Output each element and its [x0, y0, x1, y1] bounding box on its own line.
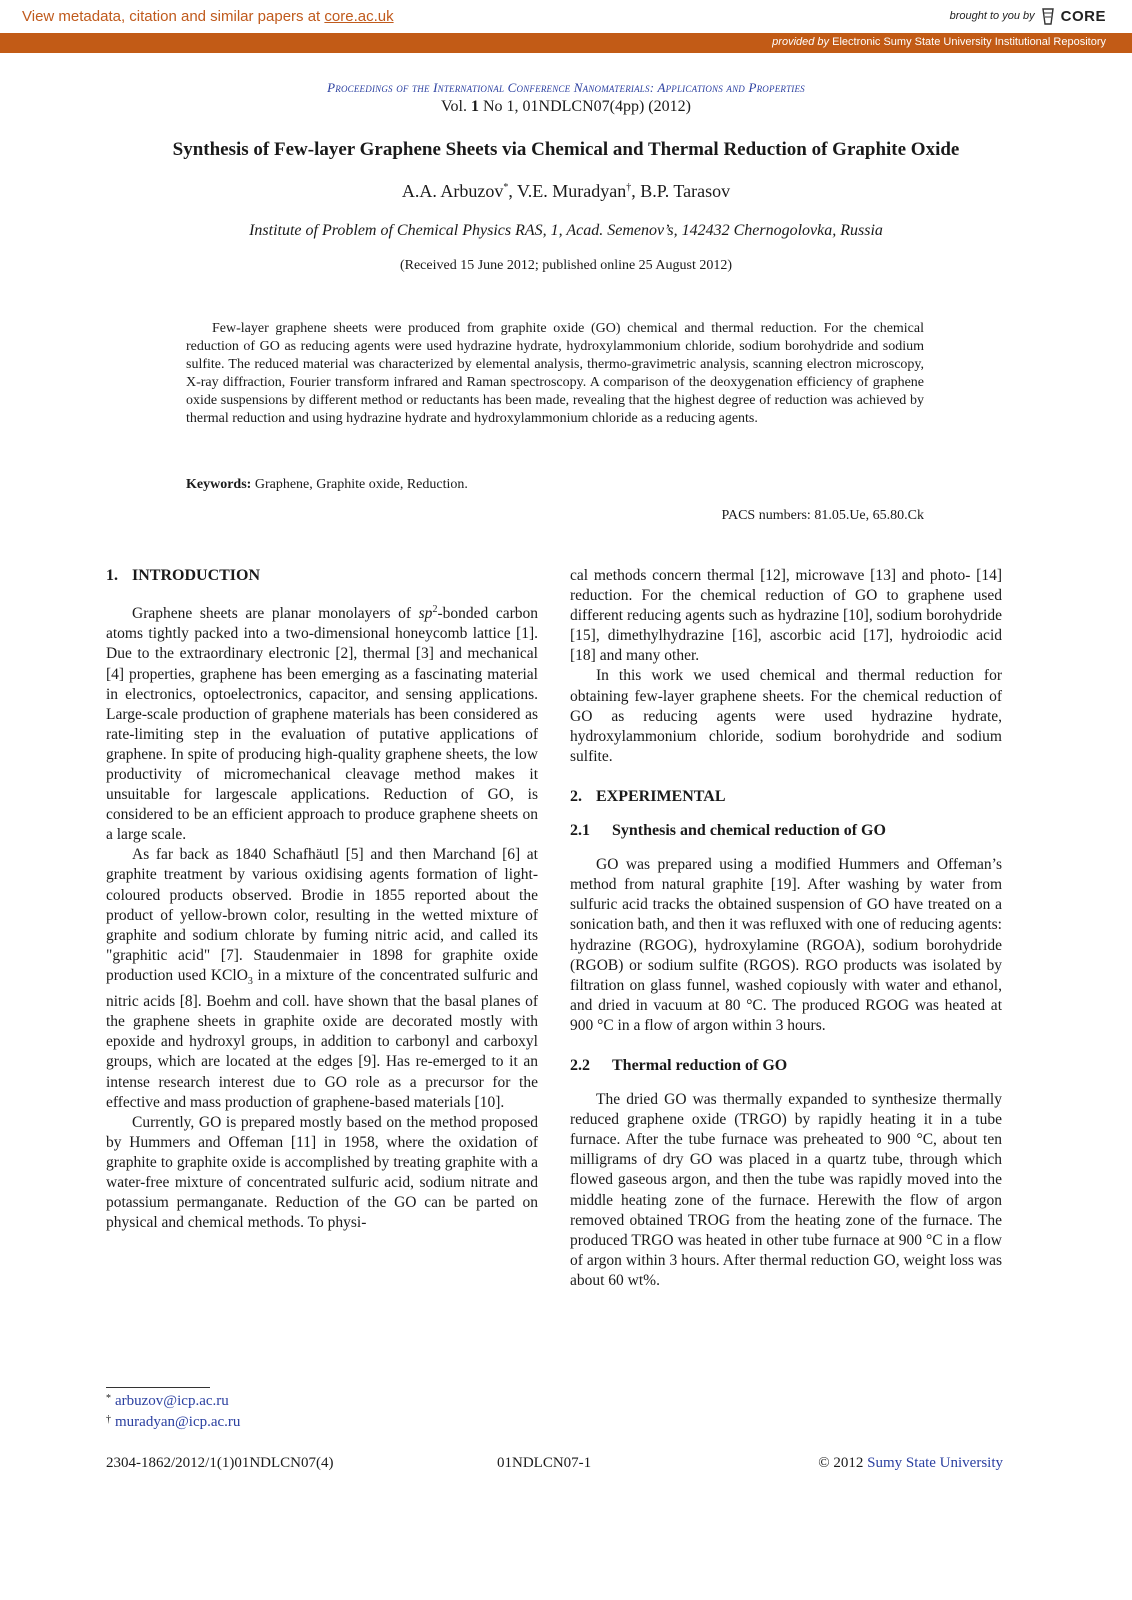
- footnote-1: [106, 1393, 229, 1410]
- intro-paragraph-1: [106, 600, 538, 845]
- keywords: [186, 477, 468, 493]
- authors: A.A. Arbuzov*, V.E. Muradyan†, B.P. Tarasov: [401, 181, 731, 201]
- sp-superscript: 2: [432, 604, 438, 616]
- affiliation: Institute of Problem of Chemical Physics RAS, 1, Acad. Semenov’s, 142432 Chernogolovka, Russia: [249, 222, 883, 239]
- subsection-number: 2.1: [570, 822, 590, 840]
- section-number: 2.: [570, 787, 582, 805]
- intro-paragraph-3-cont: cal methods concern thermal [12], microwave [13] and photo- [14] reduction. For the chemical reduction of GO to graphene used different reducing agents such as hydrazine [10], sodium borohydride [15], dimethylhydrazine [16], ascorbic acid [17], hydroiodic acid [18] and many other.: [570, 567, 1002, 665]
- intro-paragraph-2: [106, 845, 538, 1112]
- keywords-text: Graphene, Graphite oxide, Reduction.: [254, 477, 468, 492]
- core-metadata-link[interactable]: [22, 8, 394, 25]
- vol-number: 1: [470, 98, 479, 115]
- intro-paragraph-4: In this work we used chemical and thermal reduction for obtaining few-layer graphene sheets. For the chemical reduction of GO as reducing agents were used hydrazine hydrate, hydroxylammonium chloride, sodium borohydride and sodium sulfite.: [570, 667, 1002, 765]
- core-logo-text: CORE: [1060, 7, 1106, 25]
- sp-italic: sp: [418, 605, 433, 623]
- author-1-mark: *: [503, 182, 509, 193]
- copyright-prefix: © 2012: [818, 1455, 864, 1471]
- intro-p1-b: -bonded carbon atoms tightly packed into a two-dimensional honeycomb lattice [1]. Due to the extraordinary electronic [2], thermal [3] and mechanical [4] properties, graphene has been emerging as a fascinating material in electronics, optoelectronics, capacitor, and sensing applications. Large-scale production of graphene materials has been considered as rate-limiting step in the evaluation of putative applications of graphene. In spite of producing high-quality graphene sheets, the low productivity of micromechanical cleavage method makes it unsuitable for largescale applications. Reduction of GO, is considered to be an efficient approach to produce graphene sheets on a large scale.: [106, 605, 539, 844]
- paper-title: Synthesis of Few-layer Graphene Sheets via Chemical and Thermal Reduction of Graphite Oxide: [172, 139, 960, 160]
- author-1: A.A. Arbuzov: [401, 181, 504, 201]
- core-provider-name: Electronic Sumy State University Institutional Repository: [832, 36, 1106, 48]
- university-link[interactable]: Sumy State University: [867, 1455, 1003, 1471]
- core-link-prefix: View metadata, citation and similar papers at: [22, 8, 325, 25]
- core-provider-bar: [0, 33, 1132, 53]
- section-title: INTRODUCTION: [132, 567, 261, 584]
- abstract: Few-layer graphene sheets were produced from graphite oxide (GO) chemical and thermal reduction. For the chemical reduction of GO as reducing agents were used hydrazine hydrate, hydroxylammonium chloride, sodium borohydride and sodium sulfite. The reduced material was characterized by elemental analysis, thermo-gravimetric analysis, scanning electron microscopy, X-ray diffraction, Fourier transform infrared and Raman spectroscopy. A comparison of the deoxygenation efficiency of graphene oxide suspensions by different method or reductants has been made, revealing that the highest degree of reduction was achieved by thermal reduction and using hydrazine hydrate and hydroxylammonium chloride as a reducing agents.: [186, 321, 924, 426]
- core-banner: [0, 0, 1132, 33]
- intro-p2-a: As far back as 1840 Schafhäutl [5] and then Marchand [6] at graphite treatment by various oxidising agents formation of light-coloured products observed. Brodie in 1855 reported about the product of yellow-brown color, resulting in the wetted mixture of graphite and sodium chlorate by fuming nitric acid, and called its "graphitic acid" [7]. Staudenmaier in 1898 for graphite oxide production used KClO: [106, 846, 538, 984]
- paper-header: [0, 80, 1132, 274]
- section-experimental-heading: [570, 787, 1002, 807]
- intro-p1-a: Graphene sheets are planar monolayers of: [132, 605, 419, 623]
- core-link-text[interactable]: core.ac.uk: [324, 8, 394, 25]
- subsection-2-2-paragraph: The dried GO was thermally expanded to synthesize thermally reduced graphene oxide (TRGO) by rapidly heating it in a tube furnace. After the tube furnace was preheated to 900 °C, about ten milligrams of dry GO was placed in a quartz tube, through which flowed gaseous argon, and then the tube was rapidly moved into the middle heating zone of the furnace. Herewith the flow of argon removed obtained TROG from the heating zone of the furnace. The produced TRGO was heated in other tube furnace at 900 °C in a flow of argon within 3 hours. After thermal reduction GO, weight loss was about 60 wt%.: [570, 1091, 1002, 1289]
- left-column: [106, 566, 538, 1233]
- footnote-2-mark: †: [106, 1414, 111, 1425]
- subsection-title: Thermal reduction of GO: [612, 1056, 788, 1074]
- email-link-arbuzov[interactable]: arbuzov@icp.ac.ru: [115, 1393, 229, 1409]
- journal-name: Proceedings of the International Conference Nanomaterials: Applications and Properties: [327, 80, 805, 95]
- footnote-1-mark: *: [106, 1393, 111, 1404]
- core-provided-by: provided by: [772, 36, 830, 48]
- subsection-number: 2.2: [570, 1056, 590, 1074]
- intro-paragraph-3: Currently, GO is prepared mostly based on the method proposed by Hummers and Offeman [11] in 1958, where the oxidation of graphite to graphite oxide is accomplished by treating graphite with a water-free mixture of concentrated sulfuric acid, sodium nitrate and potassium permanganate. Reduction of the GO can be parted on physical and chemical methods. To physi-: [106, 1113, 538, 1232]
- footer-copyright: [818, 1455, 1003, 1472]
- right-column: [570, 566, 1002, 1291]
- footnote-rule: [106, 1387, 210, 1388]
- subsection-2-1-paragraph: GO was prepared using a modified Hummers and Offeman’s method from natural graphite [19]. After washing by water from sulfuric acid tracks the obtained suspension of GO have treated on a sonication bath, and then it was refluxed with one of reducing agents: hydrazine (RGOG), hydroxylamine (RGOA), sodium borohydride (RGOB) or sodium sulfite (RGOS). RGO products was isolated by filtration on glass funnel, washed copiously with water and ethanol, and dried in vacuum at 80 °C. The produced RGOG was heated at 900 °C in a flow of argon within 3 hours.: [570, 856, 1002, 1034]
- author-3: B.P. Tarasov: [640, 181, 731, 201]
- core-logo-icon: [1040, 6, 1056, 26]
- footnote-2: [106, 1414, 240, 1431]
- author-2: V.E. Muradyan: [517, 181, 627, 201]
- core-brought-by[interactable]: [950, 6, 1106, 26]
- author-2-mark: †: [626, 182, 632, 193]
- core-brought-text: brought to you by: [949, 10, 1035, 22]
- footer-issn: 2304-1862/2012/1(1)01NDLCN07(4): [106, 1455, 334, 1471]
- keywords-label: Keywords:: [186, 477, 252, 492]
- subsection-2-2-heading: [570, 1056, 1002, 1076]
- intro-p2-b: in a mixture of the concentrated sulfuric and nitric acids [8]. Boehm and coll. have shown that the basal planes of the graphene sheets in graphite oxide are decorated mostly with epoxide and hydroxyl groups, in addition to carbonyl and carboxyl groups, which are located at the edges [9]. Has re-emerged to it an intense research interest due to GO role as a precursor for the effective and mass production of graphene-based materials [10].: [106, 966, 538, 1111]
- vol-prefix: Vol.: [441, 98, 467, 115]
- vol-rest: No 1, 01NDLCN07(4pp) (2012): [482, 98, 691, 115]
- section-title: EXPERIMENTAL: [596, 787, 726, 805]
- kclo3-subscript: 3: [247, 976, 253, 988]
- footer-page-id: 01NDLCN07-1: [497, 1455, 592, 1471]
- email-link-muradyan[interactable]: muradyan@icp.ac.ru: [115, 1414, 241, 1430]
- received-date: (Received 15 June 2012; published online 25 August 2012): [399, 258, 733, 273]
- core-provider[interactable]: [772, 36, 1106, 48]
- subsection-2-1-heading: [570, 821, 1002, 841]
- volume-line: [0, 98, 1132, 116]
- section-introduction-heading: [106, 566, 538, 586]
- pacs-numbers: PACS numbers: 81.05.Ue, 65.80.Ck: [721, 508, 924, 523]
- section-number: 1.: [106, 567, 118, 584]
- subsection-title: Synthesis and chemical reduction of GO: [612, 822, 886, 840]
